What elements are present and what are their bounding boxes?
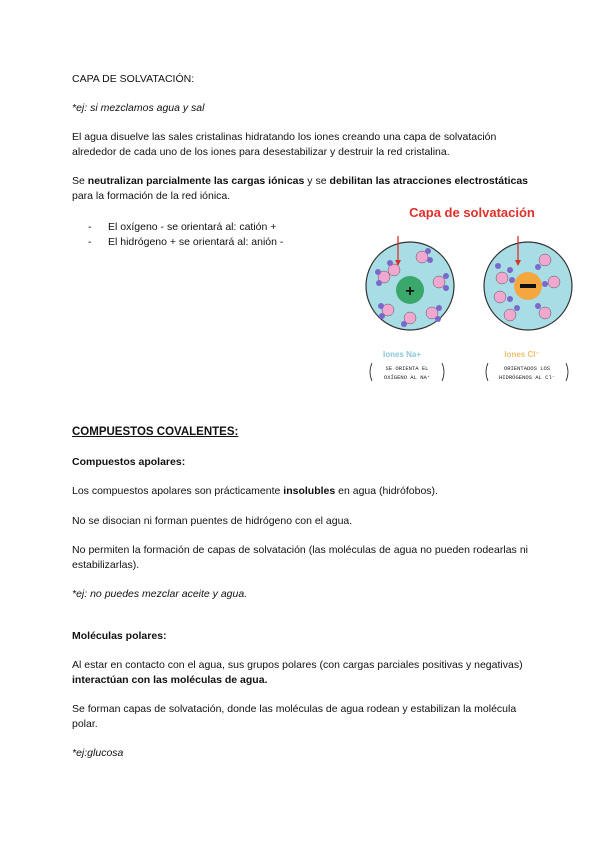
orientation-list bbox=[88, 220, 283, 250]
water-oxygen bbox=[494, 291, 506, 303]
water-hydrogen bbox=[378, 303, 384, 309]
water-oxygen bbox=[496, 272, 508, 284]
water-hydrogen bbox=[535, 303, 541, 309]
solvation-figure bbox=[360, 200, 580, 390]
water-hydrogen bbox=[443, 285, 449, 291]
water-hydrogen bbox=[379, 313, 385, 319]
bold-neutralize: neutralizan parcialmente las cargas iónicas bbox=[87, 175, 305, 187]
water-oxygen bbox=[539, 307, 551, 319]
list-item: - El oxígeno - se orientará al: catión + bbox=[88, 220, 283, 235]
example-salt: *ej: si mezclamos agua y sal bbox=[72, 102, 205, 114]
paragraph-interactuan bbox=[72, 658, 528, 688]
water-hydrogen bbox=[425, 248, 431, 254]
heading-polares: Moléculas polares: bbox=[72, 630, 167, 642]
water-oxygen bbox=[548, 276, 560, 288]
figure-title: Capa de solvatación bbox=[409, 205, 535, 220]
example-oil: *ej: no puedes mezclar aceite y agua. bbox=[72, 588, 248, 600]
water-hydrogen bbox=[495, 263, 501, 269]
cation-sphere bbox=[366, 236, 454, 330]
label-na: Iones Na+ bbox=[382, 350, 422, 359]
water-hydrogen bbox=[427, 257, 433, 263]
bold-debilitan: debilitan las atracciones electrostáticas bbox=[329, 175, 529, 187]
water-hydrogen bbox=[509, 277, 515, 283]
water-hydrogen bbox=[535, 264, 541, 270]
water-hydrogen bbox=[401, 321, 407, 327]
anion-sphere bbox=[484, 236, 572, 330]
water-oxygen bbox=[504, 309, 516, 321]
section-title-solvatacion: CAPA DE SOLVATACIÓN: bbox=[72, 73, 195, 85]
text: y se bbox=[304, 175, 330, 187]
heading-apolares: Compuestos apolares: bbox=[72, 456, 186, 468]
water-hydrogen bbox=[507, 267, 513, 273]
water-hydrogen bbox=[387, 260, 393, 266]
text: Al estar en contacto con el agua, sus grupos polares (con cargas parciales positivas y negativas) bbox=[72, 659, 523, 671]
note-right-line1: ORIENTADOS LOS bbox=[503, 365, 551, 372]
list-item: - El hidrógeno + se orientará al: anión - bbox=[88, 235, 283, 250]
bracket bbox=[566, 363, 568, 381]
water-hydrogen bbox=[436, 305, 442, 311]
paragraph-capas: Se forman capas de solvatación, donde las moléculas de agua rodean y estabilizan la molécula polar. bbox=[72, 703, 517, 730]
water-hydrogen bbox=[514, 305, 520, 311]
bracket bbox=[486, 363, 488, 381]
text: en agua (hidrófobos). bbox=[335, 485, 438, 497]
label-cl: Iones Cl⁻ bbox=[504, 350, 540, 359]
text: Se bbox=[72, 175, 88, 187]
water-hydrogen bbox=[443, 273, 449, 279]
bold-insolubles: insolubles bbox=[283, 485, 336, 497]
example-glucose: *ej:glucosa bbox=[72, 747, 124, 759]
water-oxygen bbox=[539, 254, 551, 266]
bracket bbox=[370, 363, 372, 381]
water-hydrogen bbox=[376, 280, 382, 286]
text: para la formación de la red iónica. bbox=[72, 190, 231, 202]
water-hydrogen bbox=[507, 296, 513, 302]
bold-interactuan: interactúan con las moléculas de agua. bbox=[72, 674, 268, 686]
water-hydrogen bbox=[435, 316, 441, 322]
water-hydrogen bbox=[375, 269, 381, 275]
note-left-line1: SE ORIENTA EL bbox=[385, 365, 429, 372]
anion-sign bbox=[520, 284, 536, 288]
section-title-covalentes: COMPUESTOS COVALENTES: bbox=[72, 426, 239, 438]
paragraph-no-disocian: No se disocian ni forman puentes de hidrógeno con el agua. bbox=[72, 515, 353, 527]
note-right-line2: HIDRÓGENOS AL Cl⁻ bbox=[498, 374, 556, 381]
water-oxygen bbox=[433, 276, 445, 288]
water-hydrogen bbox=[542, 281, 548, 287]
text: Los compuestos apolares son prácticamente bbox=[72, 485, 284, 497]
paragraph-insolubles bbox=[72, 484, 528, 499]
paragraph-no-solvatacion: No permiten la formación de capas de solvatación (las moléculas de agua no pueden rodearlas ni estabilizarlas). bbox=[72, 544, 528, 571]
cation-sign: + bbox=[405, 283, 415, 300]
bracket bbox=[442, 363, 444, 381]
note-left-line2: OXÍGENO AL NA⁺ bbox=[383, 374, 431, 381]
paragraph-dissolve: El agua disuelve las sales cristalinas hidratando los iones creando una capa de solvatación alrededor de cada uno de los iones para desestabilizar y destruir la red cristalina. bbox=[72, 131, 497, 158]
